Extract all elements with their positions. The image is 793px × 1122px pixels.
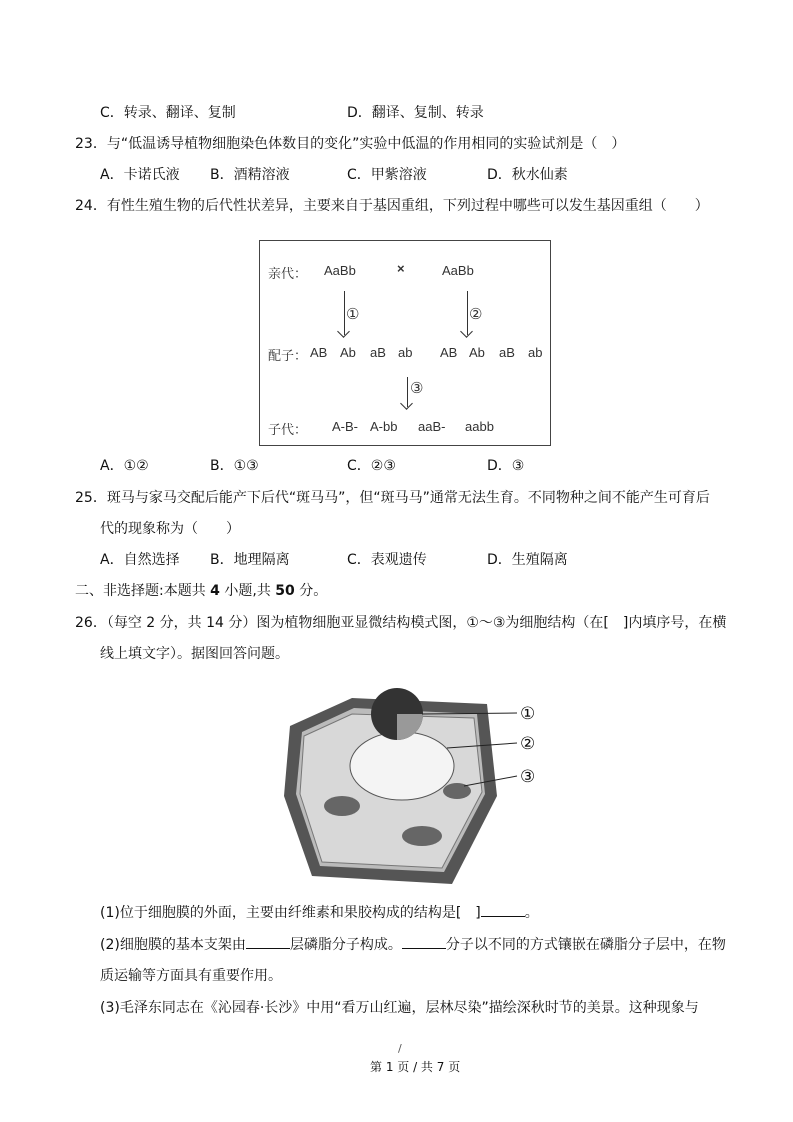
gamete-label: 配子： (268, 348, 308, 363)
step2-label: ② (469, 306, 483, 323)
parent2: AaBb (442, 263, 474, 278)
q23-option-d: D．秋水仙素 (487, 167, 568, 183)
q23-option-b: B．酒精溶液 (210, 167, 290, 183)
q26-sub2-cont: 质运输等方面具有重要作用。 (100, 968, 282, 984)
q24-option-d: D．③ (487, 458, 525, 474)
q25-stem-cont: 代的现象称为（ ） (100, 521, 240, 537)
q26-stem-cont: 线上填文字）。据图回答问题。 (100, 646, 289, 662)
gamete: AB (440, 345, 458, 360)
q22-option-d: D．翻译、复制、转录 (347, 105, 484, 121)
step1-label: ① (346, 306, 360, 323)
gamete: aB (370, 345, 386, 360)
gamete: ab (528, 345, 543, 360)
offspring: A-B- (332, 419, 358, 434)
q24-option-a: A．①② (100, 458, 149, 474)
q26-sub3: (3)毛泽东同志在《沁园春·长沙》中用“看万山红遍，层林尽染”描绘深秋时节的美景。这种现象与 (100, 1000, 699, 1016)
genetics-diagram (259, 240, 551, 446)
q24-option-c: C．②③ (347, 458, 396, 474)
arrow-down-icon (407, 377, 408, 407)
step3-label: ③ (410, 380, 424, 397)
arrow-down-icon (467, 291, 468, 335)
q22-option-c: C．转录、翻译、复制 (100, 105, 236, 121)
label-2: ② (520, 734, 536, 754)
q24-option-b: B．①③ (210, 458, 259, 474)
gamete: Ab (469, 345, 485, 360)
q23-option-c: C．甲紫溶液 (347, 167, 427, 183)
q26-stem: 26．（每空 2 分，共 14 分）图为植物细胞亚显微结构模式图，①～③为细胞结构（在[ ]内填序号，在横 (75, 615, 727, 631)
gamete: AB (310, 345, 328, 360)
page-number: 第 1 页 / 共 7 页 (370, 1060, 461, 1074)
offspring-label: 子代： (268, 422, 308, 437)
gamete: ab (398, 345, 413, 360)
q25-option-c: C．表观遗传 (347, 552, 427, 568)
arrow-down-icon (344, 291, 345, 335)
parent-label: 亲代： (268, 266, 308, 281)
answer-blank[interactable] (402, 936, 446, 949)
q25-stem: 25．斑马与家马交配后能产下后代“斑马马”，但“斑马马”通常无法生育。不同物种之间不能产生可育后 (75, 490, 710, 506)
q25-option-b: B．地理隔离 (210, 552, 290, 568)
answer-blank[interactable] (246, 936, 290, 949)
gamete: Ab (340, 345, 356, 360)
answer-blank[interactable] (481, 904, 525, 917)
q25-option-a: A．自然选择 (100, 552, 180, 568)
q24-stem: 24．有性生殖生物的后代性状差异，主要来自于基因重组，下列过程中哪些可以发生基因重组（ ） (75, 198, 709, 214)
footer-mark: / (398, 1042, 402, 1055)
q26-sub1: (1)位于细胞膜的外面，主要由纤维素和果胶构成的结构是[ ] 。 (100, 905, 539, 921)
offspring: A-bb (370, 419, 398, 434)
q25-option-d: D．生殖隔离 (487, 552, 568, 568)
q23-stem: 23．与“低温诱导植物细胞染色体数目的变化”实验中低温的作用相同的实验试剂是（ ） (75, 136, 626, 152)
offspring: aaB- (418, 419, 446, 434)
plant-cell-figure (282, 686, 544, 886)
offspring: aabb (465, 419, 494, 434)
section-heading: 二、非选择题:本题共 4 小题,共 50 分。 (75, 583, 328, 599)
label-3: ③ (520, 767, 536, 787)
q26-sub2: (2)细胞膜的基本支架由 层磷脂分子构成。 分子以不同的方式镶嵌在磷脂分子层中，在物 (100, 937, 726, 953)
parent1: AaBb (324, 263, 356, 278)
label-1: ① (520, 704, 536, 724)
cross-symbol: × (397, 261, 405, 276)
gamete: aB (499, 345, 515, 360)
q23-option-a: A．卡诺氏液 (100, 167, 180, 183)
